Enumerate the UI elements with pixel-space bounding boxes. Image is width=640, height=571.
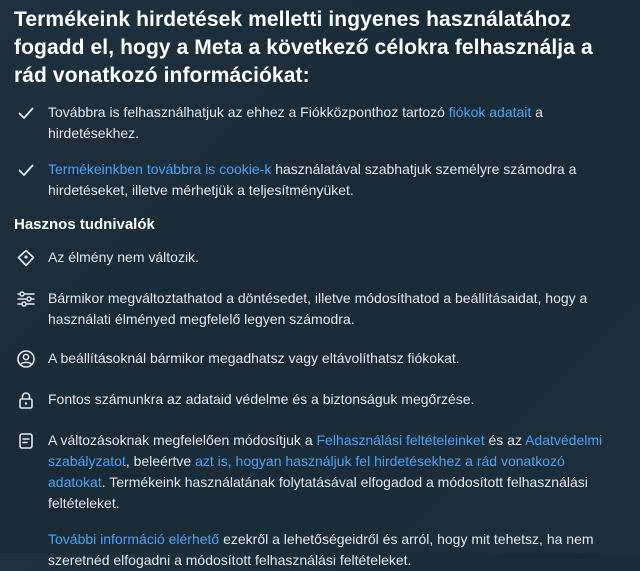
checkmark-icon [14, 101, 38, 125]
info-text: Bármikor megváltoztathatod a döntésedet, illetve módosíthatod a beállításaidat, hogy a használati élményed megfelelő legyen számodra. [48, 290, 588, 327]
diamond-icon [14, 246, 38, 270]
document-icon [14, 429, 38, 453]
purpose-text: a hirdetésekhez. [48, 104, 543, 141]
sliders-icon [14, 287, 38, 311]
purpose-item [14, 102, 626, 144]
user-circle-icon [14, 347, 38, 371]
info-item [14, 348, 626, 371]
page-title: Termékeink hirdetések melletti ingyenes használatához fogadd el, hogy a Meta a következő célokra felhasználja a rád vonatkozó információkat: [14, 8, 593, 87]
more-info-text: ezekről a lehetőségeidről és arról, hogy mit tehetsz, ha nem szeretnéd elfogadni a módosított felhasználási feltételeket. [48, 531, 594, 568]
cookies-link[interactable]: Termékeinkben továbbra is cookie-k [48, 161, 272, 177]
more-info [48, 529, 626, 571]
terms-text: . Termékeink használatának folytatásával elfogadod a módosított felhasználási feltételeket. [48, 474, 588, 511]
info-item [14, 389, 626, 412]
terms-of-use-link[interactable]: Felhasználási feltételeinket [316, 432, 485, 448]
info-heading: Hasznos tudnivalók [14, 216, 155, 233]
terms-text: , beleértve [125, 453, 196, 469]
account-data-link[interactable]: fiókok adatait [448, 104, 532, 120]
lock-icon [14, 388, 38, 412]
privacy-policy-link[interactable]: Adatvédelmi szabályzatot [48, 432, 603, 469]
terms-item [14, 430, 626, 514]
info-text: A beállításoknál bármikor megadhatsz vagy eltávolíthatsz fiókokat. [48, 350, 460, 366]
info-item [14, 247, 626, 270]
terms-text: A változásoknak megfelelően módosítjuk a [48, 432, 317, 448]
ads-data-use-link[interactable]: azt is, hogyan használjuk fel hirdetésekhez a rád vonatkozó adatokat [48, 453, 565, 490]
more-info-link[interactable]: További információ elérhető [48, 531, 220, 547]
purpose-text: Továbbra is felhasználhatjuk az ehhez a Fiókközponthoz tartozó [48, 104, 449, 120]
checkmark-icon [14, 158, 38, 182]
terms-text: és az [484, 432, 526, 448]
purpose-item [14, 159, 626, 201]
info-item [14, 288, 626, 330]
purpose-text: használatával szabhatjuk személyre számodra a hirdetéseket, illetve mérhetjük a teljesítményüket. [48, 161, 577, 198]
info-text: Az élmény nem változik. [48, 249, 199, 265]
info-text: Fontos számunkra az adataid védelme és a biztonságuk megőrzése. [48, 391, 475, 407]
